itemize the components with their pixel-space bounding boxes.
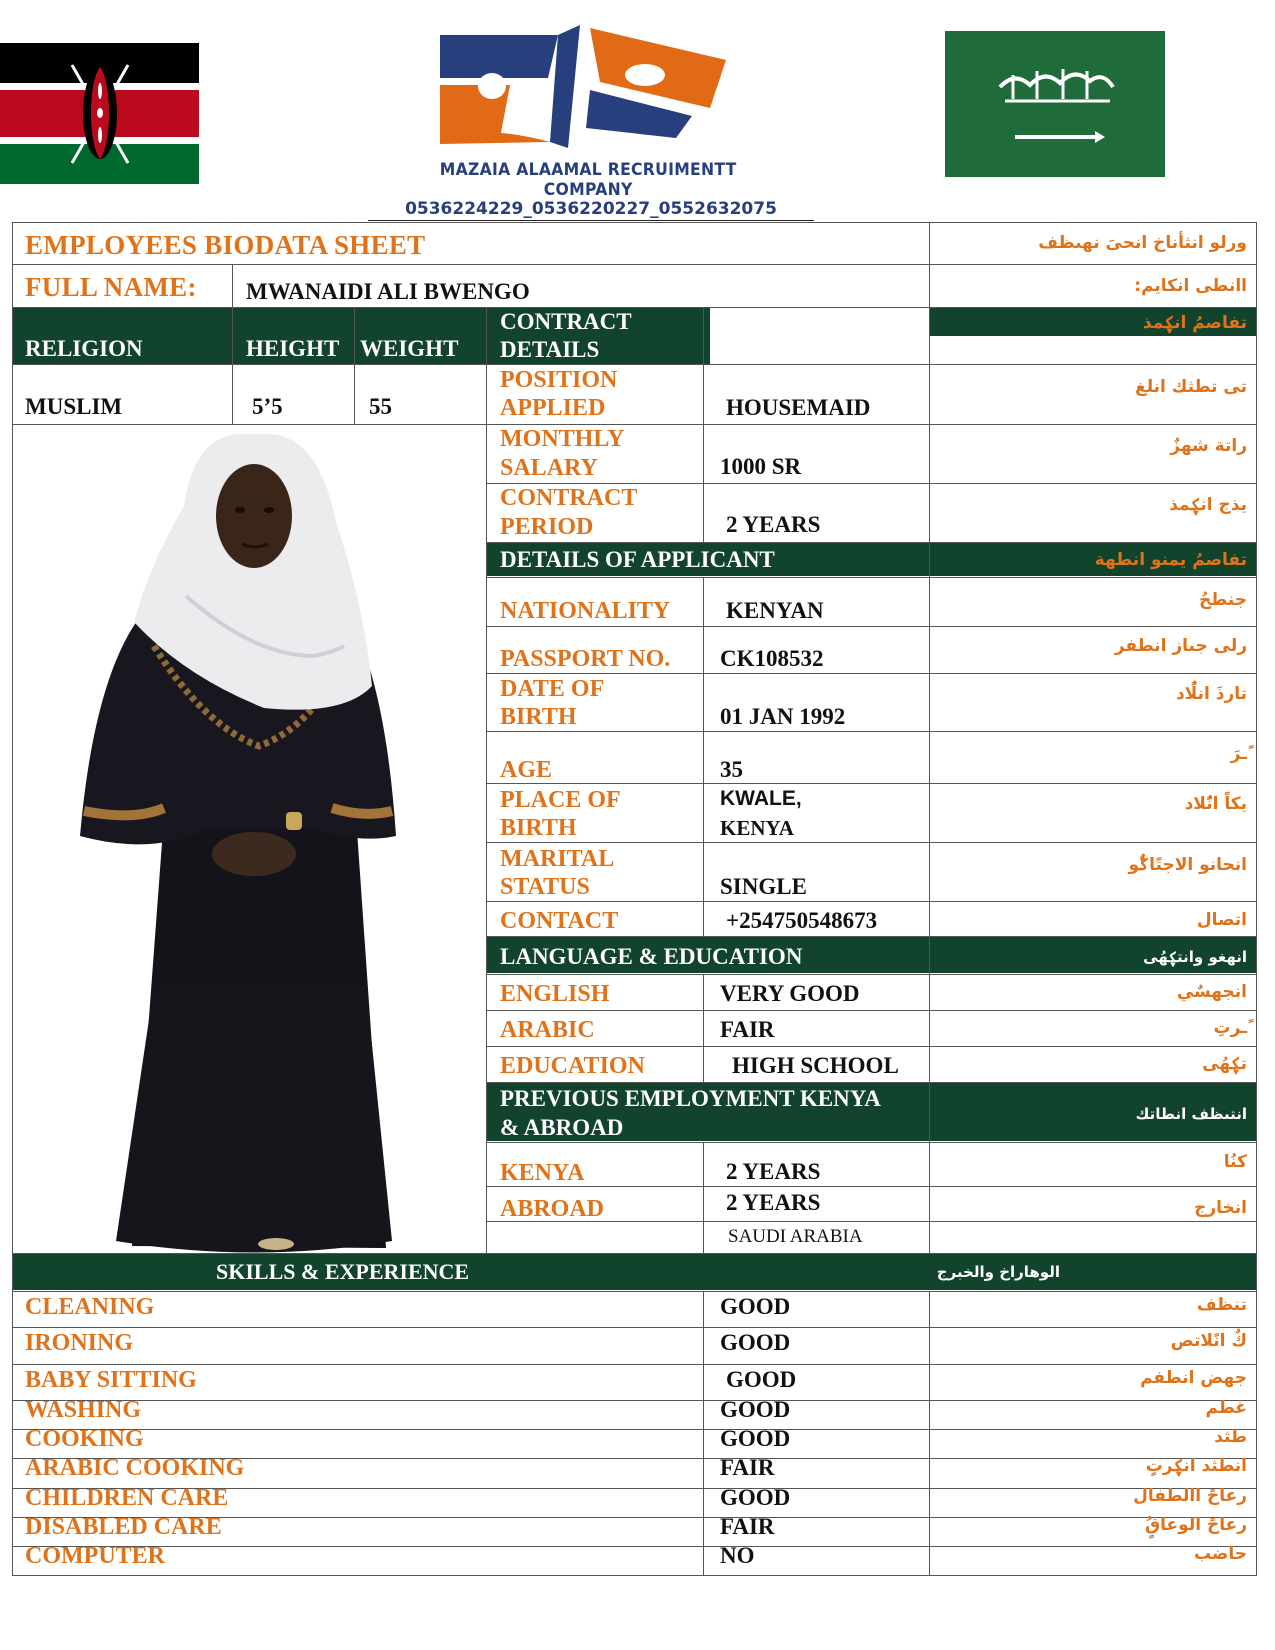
abroad-country: SAUDI ARABIA	[728, 1226, 863, 1247]
position-label-1: POSITION	[500, 367, 618, 393]
height-value: 5’5	[252, 394, 283, 419]
applicant-header: DETAILS OF APPLICANT	[500, 547, 775, 572]
contact-value: +254750548673	[726, 908, 878, 933]
skill-label: CHILDREN CARE	[25, 1485, 229, 1511]
grid-line	[12, 222, 1257, 223]
weight-value: 55	[369, 394, 392, 419]
grid-line	[487, 842, 1257, 843]
dob-label-2: BIRTH	[500, 704, 577, 730]
skill-label: COOKING	[25, 1426, 144, 1452]
nationality-label: NATIONALITY	[500, 598, 671, 624]
grid-line	[487, 542, 1257, 543]
company-phones: 0536224229_0536220227_0552632075	[368, 199, 814, 221]
contact-label: CONTACT	[500, 908, 619, 934]
grid-line	[929, 222, 930, 1254]
nationality-value: KENYAN	[726, 598, 824, 623]
weight-header: WEIGHT	[360, 336, 459, 361]
grid-line	[12, 1575, 1257, 1576]
grid-line	[487, 1010, 1257, 1011]
grid-line	[487, 731, 1257, 732]
skills-header-ar: الوهاراخ والخبرج	[936, 1263, 1060, 1281]
abroad-ar: انخارج	[1194, 1198, 1247, 1218]
religion-header: RELIGION	[25, 336, 143, 361]
dob-label-1: DATE OF	[500, 676, 605, 702]
kenya-flag	[0, 43, 199, 184]
grid-line	[703, 974, 704, 1083]
kenya-ar: كنُا	[1223, 1152, 1247, 1172]
abroad-value: 2 YEARS	[726, 1190, 821, 1215]
grid-line	[12, 424, 1257, 425]
period-label-1: CONTRACT	[500, 485, 638, 511]
skill-label: CLEANING	[25, 1294, 155, 1320]
skill-ar: رعاحً الوعاقٍُ	[1144, 1515, 1247, 1535]
period-label-2: PERIOD	[500, 514, 594, 540]
full-name-value: MWANAIDI ALI BWENGO	[246, 279, 530, 304]
grid-line	[487, 577, 1257, 578]
arabic-value: FAIR	[720, 1017, 775, 1042]
applicant-photo	[14, 426, 482, 1254]
skill-value: GOOD	[720, 1294, 791, 1319]
grid-line	[487, 1186, 1257, 1187]
grid-line	[703, 1291, 704, 1576]
kenya-label: KENYA	[500, 1160, 585, 1186]
pob-label-1: PLACE OF	[500, 787, 621, 813]
grid-line	[487, 901, 1257, 902]
nationality-ar: جنطحُ	[1198, 590, 1247, 610]
passport-value: CK108532	[720, 646, 824, 671]
contact-ar: اتصال	[1196, 910, 1247, 930]
skills-header: SKILLS & EXPERIENCE	[216, 1259, 470, 1284]
grid-line	[354, 307, 355, 424]
english-value: VERY GOOD	[720, 981, 860, 1006]
salary-label-2: SALARY	[500, 455, 598, 481]
skill-ar: حاضب	[1193, 1544, 1247, 1564]
employment-header-2: & ABROAD	[500, 1115, 624, 1140]
grid-line	[232, 264, 233, 424]
dob-ar: تارذَ انلًُاد	[1175, 684, 1247, 704]
skill-value: GOOD	[720, 1397, 791, 1422]
skill-value: GOOD	[726, 1367, 797, 1392]
abroad-label: ABROAD	[500, 1196, 605, 1222]
salary-ar: راتة شهزٌ	[1170, 436, 1247, 456]
skill-label: ARABIC COOKING	[25, 1455, 245, 1481]
arabic-ar: ًـرتِ	[1213, 1018, 1247, 1038]
company-name: MAZAIA ALAAMAL RECRUIMENTT COMPANY	[439, 160, 737, 200]
header-bar-skills	[12, 1254, 1256, 1290]
age-ar: ًـرَ	[1230, 744, 1247, 764]
grid-line	[487, 626, 1257, 627]
contract-header-ar: تفاصمُ انؼمذ	[1142, 313, 1247, 333]
skill-label: IRONING	[25, 1330, 134, 1356]
position-value: HOUSEMAID	[726, 395, 871, 420]
skill-label: DISABLED CARE	[25, 1514, 222, 1540]
position-ar: تى تطثك انلغ	[1135, 377, 1247, 397]
pob-value-2: KENYA	[720, 816, 794, 840]
position-label-2: APPLIED	[500, 395, 606, 421]
kenya-value: 2 YEARS	[726, 1159, 821, 1184]
skill-ar: انطثد انؼرتٍ	[1145, 1456, 1247, 1476]
passport-label: PASSPORT NO.	[500, 646, 671, 672]
skill-label: COMPUTER	[25, 1543, 165, 1569]
employment-header-ar: انتىظف انطاتك	[1135, 1105, 1247, 1123]
marital-value: SINGLE	[720, 874, 807, 899]
company-logo	[440, 20, 726, 150]
grid-line	[487, 1142, 1257, 1143]
grid-line	[487, 936, 1257, 937]
skill-value: GOOD	[720, 1426, 791, 1451]
grid-line	[1256, 222, 1257, 1576]
contract-header-line2: DETAILS	[500, 337, 600, 362]
dob-value: 01 JAN 1992	[720, 704, 846, 729]
skill-label: BABY SITTING	[25, 1367, 197, 1393]
religion-value: MUSLIM	[25, 394, 123, 419]
pob-value-1: KWALE,	[720, 787, 802, 810]
grid-line	[929, 1291, 930, 1576]
grid-line	[703, 1142, 704, 1254]
marital-ar: انحانو الاجتًاػُو	[1128, 855, 1247, 875]
employment-header-1: PREVIOUS EMPLOYMENT KENYA	[500, 1086, 881, 1111]
skill-ar: غطم	[1205, 1398, 1247, 1418]
education-ar: تؼهُى	[1202, 1054, 1247, 1074]
marital-label-1: MARITAL	[500, 846, 615, 872]
skill-value: FAIR	[720, 1455, 775, 1480]
grid-line	[12, 364, 1257, 365]
english-ar: انجهسٌي	[1176, 982, 1247, 1002]
grid-line	[487, 974, 1257, 975]
language-header: LANGUAGE & EDUCATION	[500, 944, 803, 969]
grid-line	[487, 1046, 1257, 1047]
applicant-header-ar: تفاصمُ يمنو انطهة	[1094, 550, 1247, 570]
skill-value: GOOD	[720, 1330, 791, 1355]
saudi-flag	[945, 31, 1165, 177]
salary-value: 1000 SR	[720, 454, 802, 479]
sheet-title: EMPLOYEES BIODATA SHEET	[25, 230, 426, 260]
education-label: EDUCATION	[500, 1053, 645, 1079]
pob-label-2: BIRTH	[500, 815, 577, 841]
grid-line	[12, 222, 13, 1576]
english-label: ENGLISH	[500, 981, 610, 1007]
contract-header-line1: CONTRACT	[500, 309, 632, 334]
period-ar: يذج انؼمذ	[1169, 495, 1247, 515]
skill-ar: جهض انطفم	[1140, 1368, 1247, 1388]
arabic-label: ARABIC	[500, 1017, 595, 1043]
skill-label: WASHING	[25, 1397, 142, 1423]
full-name-label: FULL NAME:	[25, 272, 197, 302]
pob-ar: يكاً انًُلاد	[1184, 794, 1247, 814]
grid-line	[703, 307, 704, 543]
skill-ar: تنظف	[1196, 1295, 1247, 1315]
education-value: HIGH SCHOOL	[732, 1053, 899, 1078]
period-value: 2 YEARS	[726, 512, 821, 537]
skill-value: FAIR	[720, 1514, 775, 1539]
sheet-title-ar: ورلو انثأناخ انحىَ نهىظف	[1038, 233, 1247, 253]
marital-label-2: STATUS	[500, 874, 590, 900]
grid-line	[487, 673, 1257, 674]
skill-ar: كٌ انًلاتص	[1170, 1331, 1247, 1351]
height-header: HEIGHT	[246, 336, 340, 361]
grid-line	[487, 783, 1257, 784]
passport-ar: رلى جىاز انطفر	[1114, 636, 1247, 656]
skill-value: GOOD	[720, 1485, 791, 1510]
grid-line	[487, 1082, 1257, 1083]
skill-ar: طثد	[1214, 1427, 1247, 1447]
salary-label-1: MONTHLY	[500, 426, 625, 452]
skill-ar: رعاحً االطفال	[1133, 1486, 1247, 1506]
full-name-ar: اانطى انكايم:	[1134, 276, 1247, 296]
grid-line	[486, 307, 487, 1254]
grid-line	[703, 577, 704, 937]
language-header-ar: انهغو وانتؼهُى	[1143, 948, 1247, 966]
grid-line	[12, 307, 1257, 308]
age-label: AGE	[500, 757, 553, 783]
grid-line	[12, 264, 1257, 265]
age-value: 35	[720, 757, 743, 782]
skill-value: NO	[720, 1543, 755, 1568]
